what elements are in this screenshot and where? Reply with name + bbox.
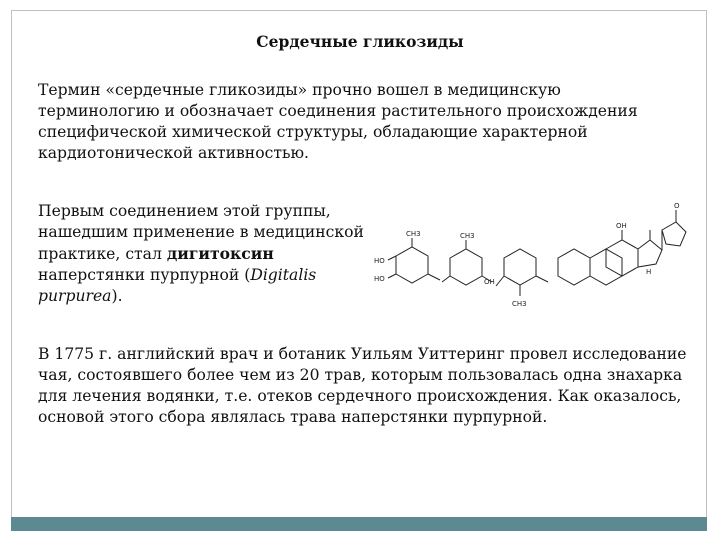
paragraph-digitoxin-text-1: Первым соединением этой группы, нашедшим применение в медицинской практике, стал [38,202,364,263]
ho-label-b: HO [374,275,385,283]
paragraph-digitoxin [38,201,378,307]
paragraph-history: В 1775 г. английский врач и ботаник Уильям Уиттеринг провел исследование чая, состоявшего более чем из 20 трав, которым пользовалась одна знахарка для лечения водянки, т.е. отеков сердечного происхождения. Как оказалось, основой этого сбора являлась трава наперстянки пурпурной. [38,345,687,426]
digitoxin-term: дигитоксин [166,244,274,263]
oh-label-b: OH [616,222,627,230]
ch3-label-a: CH3 [406,230,421,238]
ch3-label-c: CH3 [512,300,527,308]
footer-bar [11,517,707,531]
oh-label-a: OH [484,278,495,286]
paragraph-digitoxin-text-2: наперстянки пурпурной ( [38,266,251,284]
ho-label-a: HO [374,257,385,265]
paragraph-definition: Термин «сердечные гликозиды» прочно вошел в медицинскую терминологию и обозначает соединения растительного происхождения специфической химической структуры, обладающие характерной кардиотонической активностью. [38,81,638,162]
latin-name: Digitalis purpurea [38,266,317,305]
slide-title: Сердечные гликозиды [256,32,464,51]
paragraph-digitoxin-text-3: ). [111,287,123,305]
o-label: O [674,202,680,210]
ch3-label-b: CH3 [460,232,475,240]
h-label: H [646,268,652,276]
digitoxin-structure-image [368,190,698,330]
